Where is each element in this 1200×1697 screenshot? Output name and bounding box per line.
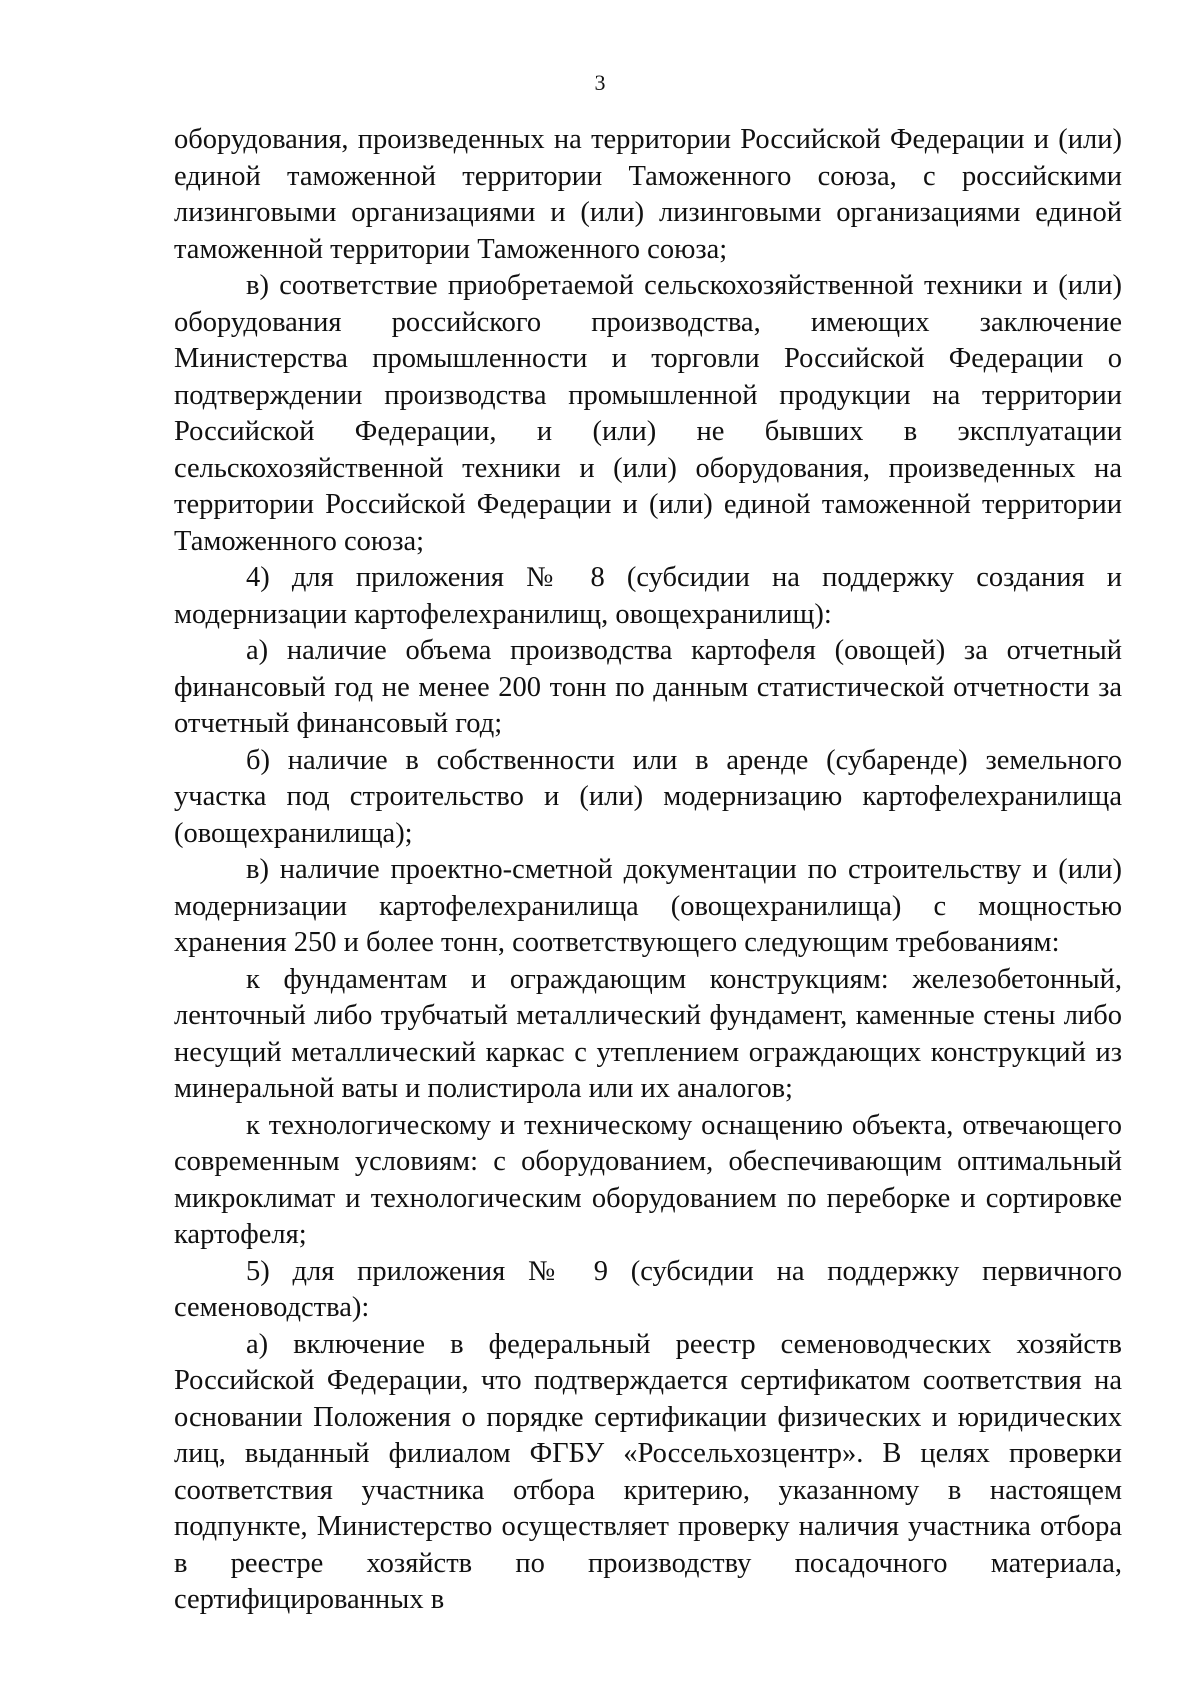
paragraph-item-5-appendix-9: 5) для приложения № 9 (субсидии на поддержку первичного семеноводства):	[174, 1255, 1122, 1323]
paragraph-item-v-equipment: в) соответствие приобретаемой сельскохозяйственной техники и (или) оборудования российского производства, имеющих заключение Министерства промышленности и торговли Российской Федерации о подтверждении производства промышленной продукции на территории Российской Федерации, и (или) не бывших в эксплуатации сельскохозяйственной техники и (или) оборудования, произведенных на территории Российской Федерации и (или) единой таможенной территории Таможенного союза;	[174, 270, 1122, 557]
paragraph-item-a-production-volume: а) наличие объема производства картофеля (овощей) за отчетный финансовый год не менее 200 тонн по данным статистической отчетности за отчетный финансовый год;	[174, 635, 1122, 739]
paragraph-item-a-seed-registry: а) включение в федеральный реестр семеноводческих хозяйств Российской Федерации, что подтверждается сертификатом соответствия на основании Положения о порядке сертификации физических и юридических лиц, выданный филиалом ФГБУ «Россельхозцентр». В целях проверки соответствия участника отбора критерию, указанному в настоящем подпункте, Министерство осуществляет проверку наличия участника отбора в реестре хозяйств по производству посадочного материала, сертифицированных в	[174, 1328, 1122, 1615]
paragraph-item-4-appendix-8: 4) для приложения № 8 (субсидии на поддержку создания и модернизации картофелехранилищ, овощехранилищ):	[174, 562, 1122, 630]
page-number: 3	[594, 70, 606, 95]
document-body	[174, 122, 1122, 1619]
paragraph-technical-equipment-requirements: к технологическому и техническому оснащению объекта, отвечающего современным условиям: с оборудованием, обеспечивающим оптимальный микроклимат и технологическим оборудованием по переборке и сортировке картофеля;	[174, 1109, 1122, 1250]
paragraph-continuation: оборудования, произведенных на территории Российской Федерации и (или) единой таможенной территории Таможенного союза, с российскими лизинговыми организациями и (или) лизинговыми организациями единой таможенной территории Таможенного союза;	[174, 124, 1122, 265]
paragraph-item-b-land-plot: б) наличие в собственности или в аренде (субаренде) земельного участка под строительство и (или) модернизацию картофелехранилища (овощехранилища);	[174, 744, 1122, 849]
paragraph-item-v-design-documentation: в) наличие проектно-сметной документации по строительству и (или) модернизации картофелехранилища (овощехранилища) с мощностью хранения 250 и более тонн, соответствующего следующим требованиям:	[174, 854, 1122, 958]
paragraph-foundation-requirements: к фундаментам и ограждающим конструкциям: железобетонный, ленточный либо трубчатый металлический фундамент, каменные стены либо несущий металлический каркас с утеплением ограждающих конструкций из минеральной ваты и полистирола или их аналогов;	[174, 963, 1122, 1104]
